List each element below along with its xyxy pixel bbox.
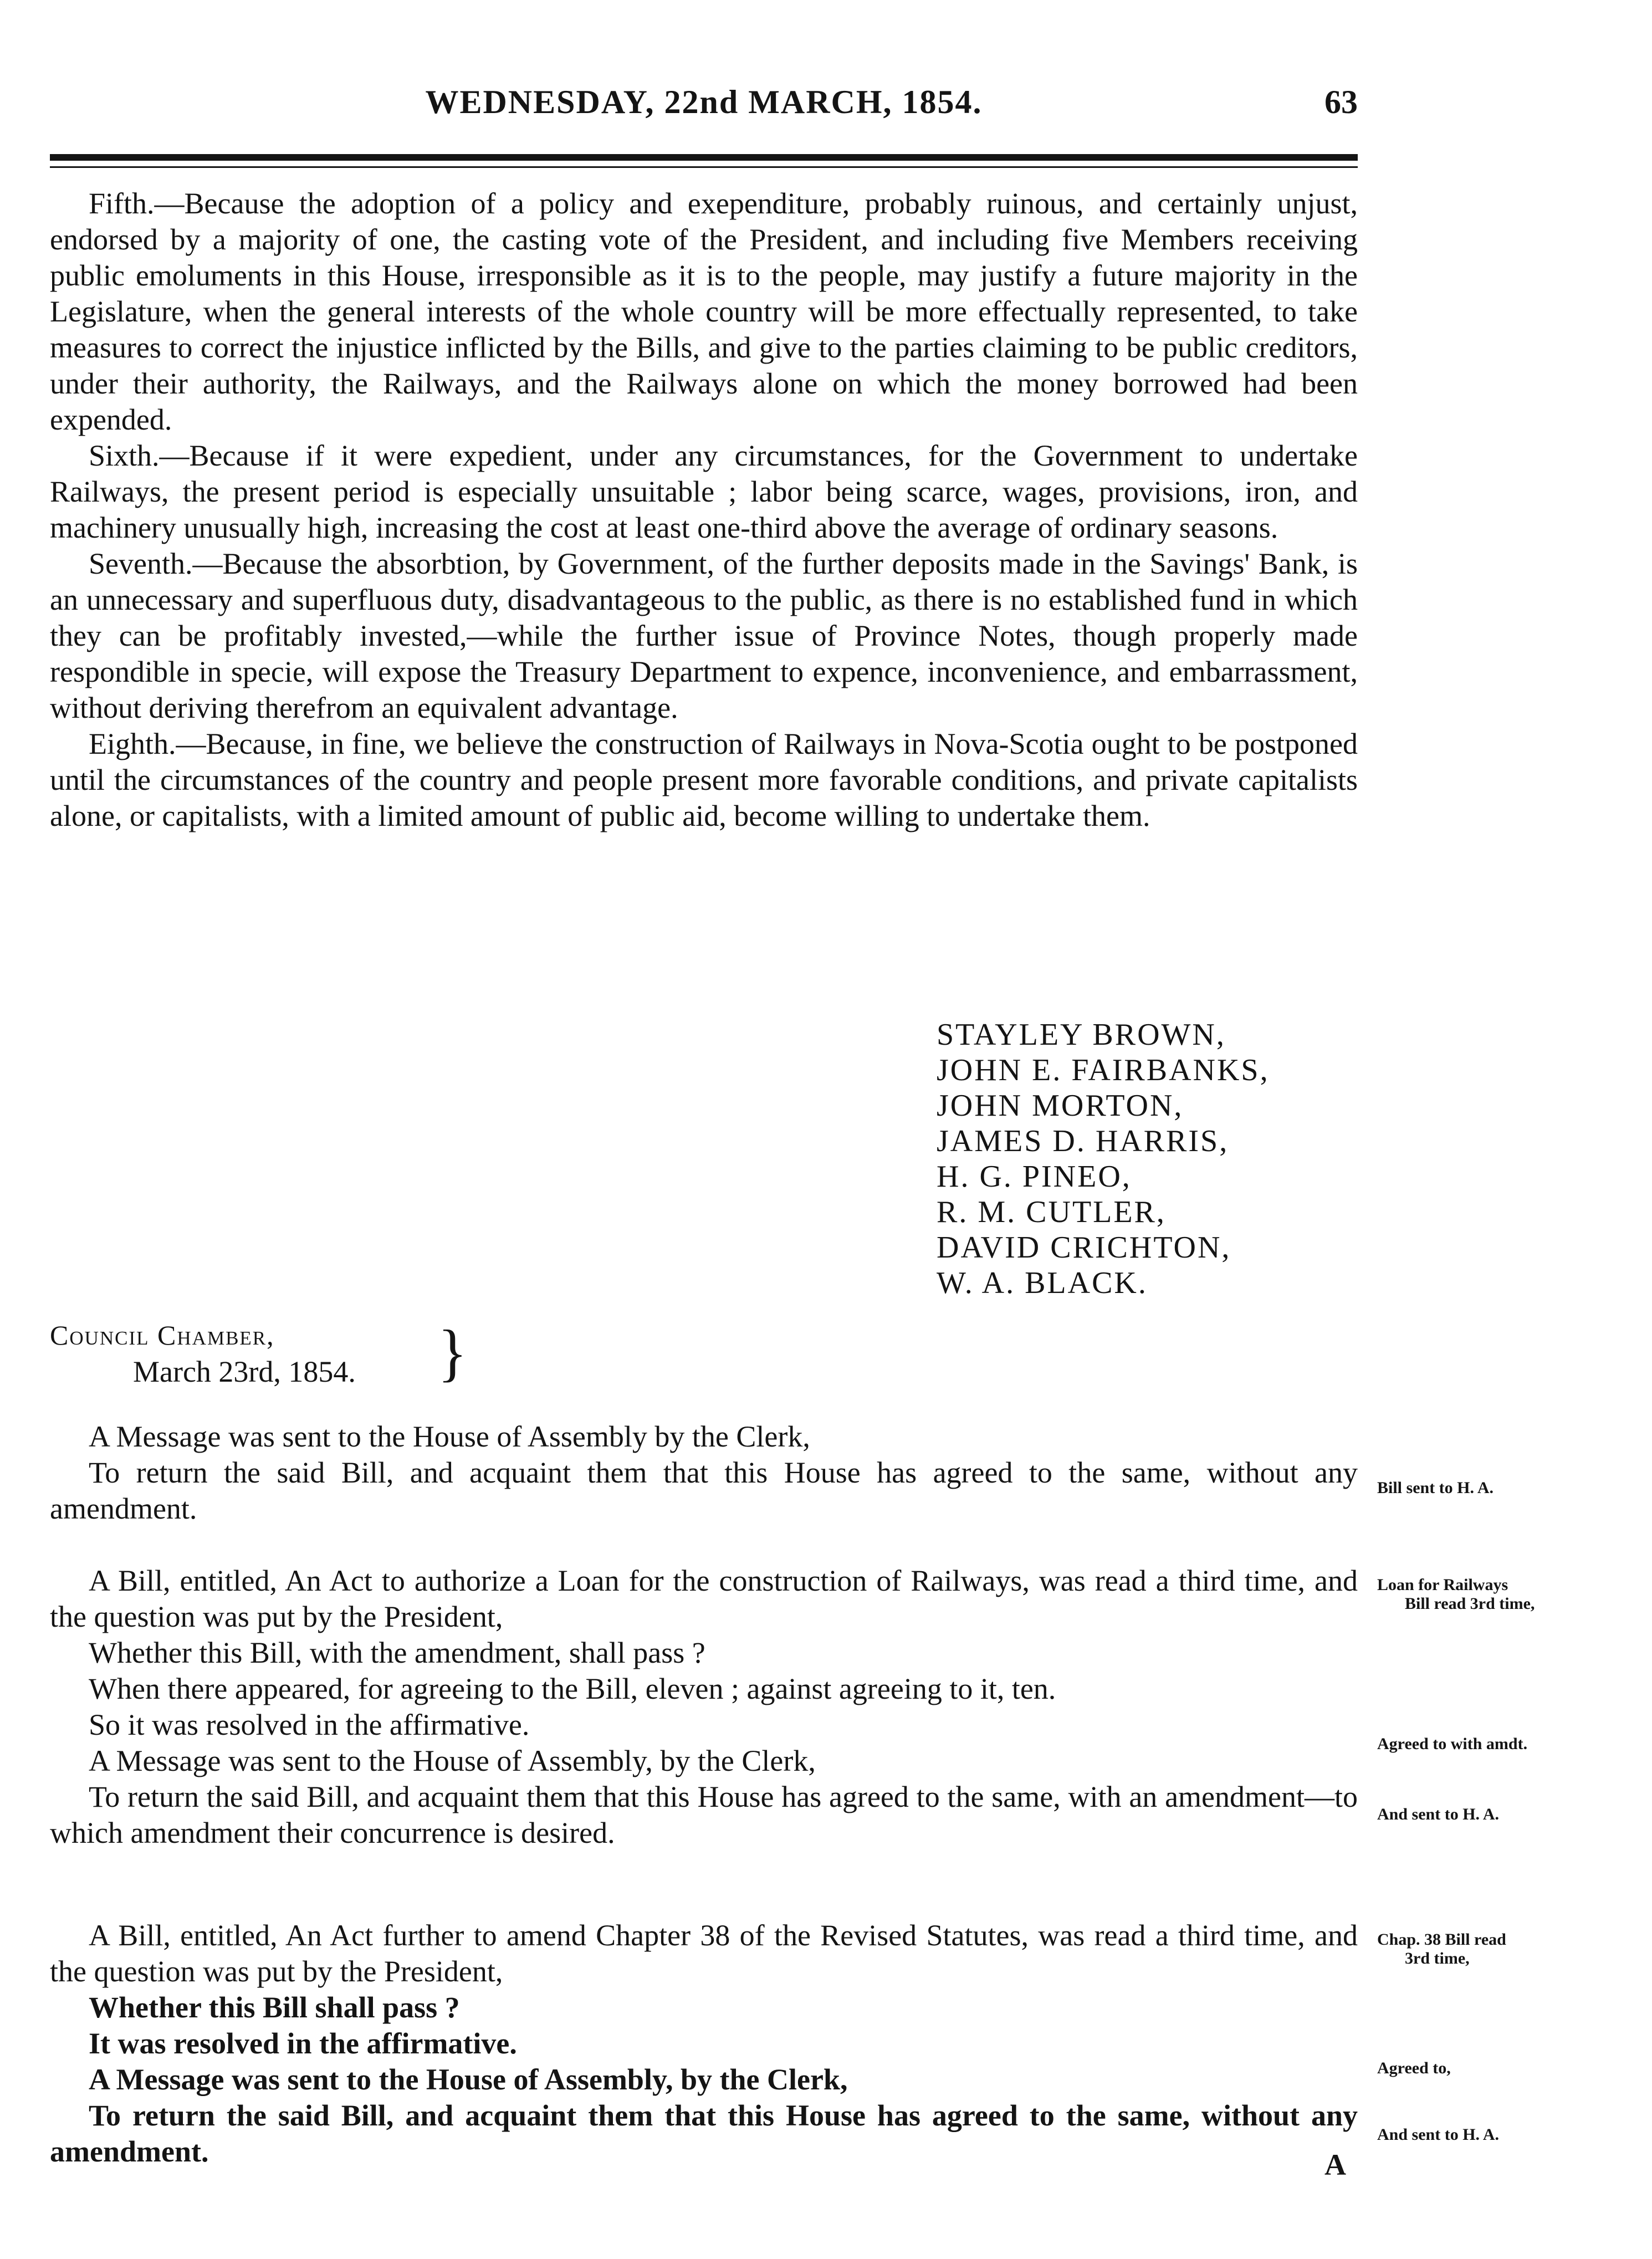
signatory-list <box>937 1017 1380 1301</box>
margin-note: Agreed to with amdt. <box>1377 1735 1528 1753</box>
margin-note: And sent to H. A. <box>1377 2125 1500 2144</box>
paragraph: When there appeared, for agreeing to the Bill, eleven ; against agreeing to it, ten. <box>89 1672 1056 1705</box>
paragraph: To return the said Bill, and acquaint them that this House has agreed to the same, without any amendment. <box>50 2099 1358 2168</box>
page-header <box>50 83 1358 127</box>
paragraph: Whether this Bill, with the amendment, shall pass ? <box>89 1636 705 1669</box>
header-rule-thick <box>50 154 1358 161</box>
margin-note: Bill read 3rd time, <box>1405 1594 1535 1613</box>
signatory: JOHN E. FAIRBANKS, <box>937 1053 1270 1087</box>
brace-glyph: } <box>438 1316 467 1388</box>
signatory: R. M. CUTLER, <box>937 1195 1166 1229</box>
chamber-place: Council Chamber, <box>50 1320 275 1351</box>
header-rule-thin <box>50 166 1358 168</box>
section-loan-railways <box>50 1563 1358 1851</box>
reason-fifth: Fifth.—Because the adoption of a policy and exependiture, probably ruinous, and certainly unjust, endorsed by a majority of one, the casting vote of the President, and including five Members receiving public emoluments in this House, irresponsible as it is to the people, may justify a future majority in the Legislature, when the general interests of the whole country will be more effectually represented, to take measures to correct the injustice inflicted by the Bills, and give to the parties claiming to be public creditors, under their authority, the Railways, and the Railways alone on which the money borrowed had been expended. <box>50 187 1358 436</box>
chamber-date: March 23rd, 1854. <box>133 1355 356 1388</box>
margin-note: Chap. 38 Bill read <box>1377 1930 1506 1949</box>
signatory: STAYLEY BROWN, <box>937 1018 1226 1052</box>
signatory: JOHN MORTON, <box>937 1088 1184 1123</box>
margin-note: And sent to H. A. <box>1377 1805 1500 1823</box>
margin-note: Agreed to, <box>1377 2059 1451 2077</box>
section-message-bill <box>50 1419 1358 1527</box>
catchword: A <box>1324 2148 1346 2181</box>
paragraph: Whether this Bill shall pass ? <box>89 1991 460 2024</box>
section-chapter-38 <box>50 1918 1358 2170</box>
page-number: 63 <box>1324 84 1358 120</box>
signatory: DAVID CRICHTON, <box>937 1230 1231 1265</box>
signatory: JAMES D. HARRIS, <box>937 1124 1229 1158</box>
signatory: H. G. PINEO, <box>937 1159 1132 1194</box>
protest-reasons <box>50 186 1358 834</box>
paragraph: A Message was sent to the House of Assembly by the Clerk, <box>89 1420 810 1453</box>
signatory: W. A. BLACK. <box>937 1266 1148 1300</box>
paragraph: A Message was sent to the House of Assembly, by the Clerk, <box>89 1744 816 1777</box>
reason-seventh: Seventh.—Because the absorbtion, by Government, of the further deposits made in the Savings' Bank, is an unnecessary and superfluous duty, disadvantageous to the public, as there is no established fund in which they can be profitably invested,—while the further issue of Province Notes, though properly made respondible in specie, will expose the Treasury Department to expence, inconvenience, and embarrassment, without deriving therefrom an equivalent advantage. <box>50 547 1358 724</box>
chamber-dateline <box>50 1316 493 1397</box>
reason-eighth: Eighth.—Because, in fine, we believe the construction of Railways in Nova-Scotia ought to be postponed until the circumstances of the country and people present more favorable conditions, and private capitalists alone, or capitalists, with a limited amount of public aid, become willing to undertake them. <box>50 727 1358 832</box>
reason-sixth: Sixth.—Because if it were expedient, under any circumstances, for the Government to undertake Railways, the present period is especially unsuitable ; labor being scarce, wages, provisions, iron, and machinery unusually high, increasing the cost at least one-third above the average of ordinary seasons. <box>50 439 1358 544</box>
margin-note: Loan for Railways <box>1377 1576 1508 1594</box>
paragraph: It was resolved in the affirmative. <box>89 2027 517 2060</box>
margin-note: Bill sent to H. A. <box>1377 1479 1494 1497</box>
paragraph: A Bill, entitled, An Act further to amend Chapter 38 of the Revised Statutes, was read a third time, and the question was put by the President, <box>50 1919 1358 1988</box>
margin-note: 3rd time, <box>1405 1949 1470 1967</box>
paragraph: A Message was sent to the House of Assembly, by the Clerk, <box>89 2063 848 2096</box>
paragraph: So it was resolved in the affirmative. <box>89 1708 530 1741</box>
running-head: WEDNESDAY, 22nd MARCH, 1854. <box>425 84 983 120</box>
paragraph: To return the said Bill, and acquaint them that this House has agreed to the same, without any amendment. <box>50 1456 1358 1525</box>
paragraph: To return the said Bill, and acquaint them that this House has agreed to the same, with an amendment—to which amendment their concurrence is desired. <box>50 1780 1358 1849</box>
paragraph: A Bill, entitled, An Act to authorize a Loan for the construction of Railways, was read a third time, and the question was put by the President, <box>50 1564 1358 1633</box>
